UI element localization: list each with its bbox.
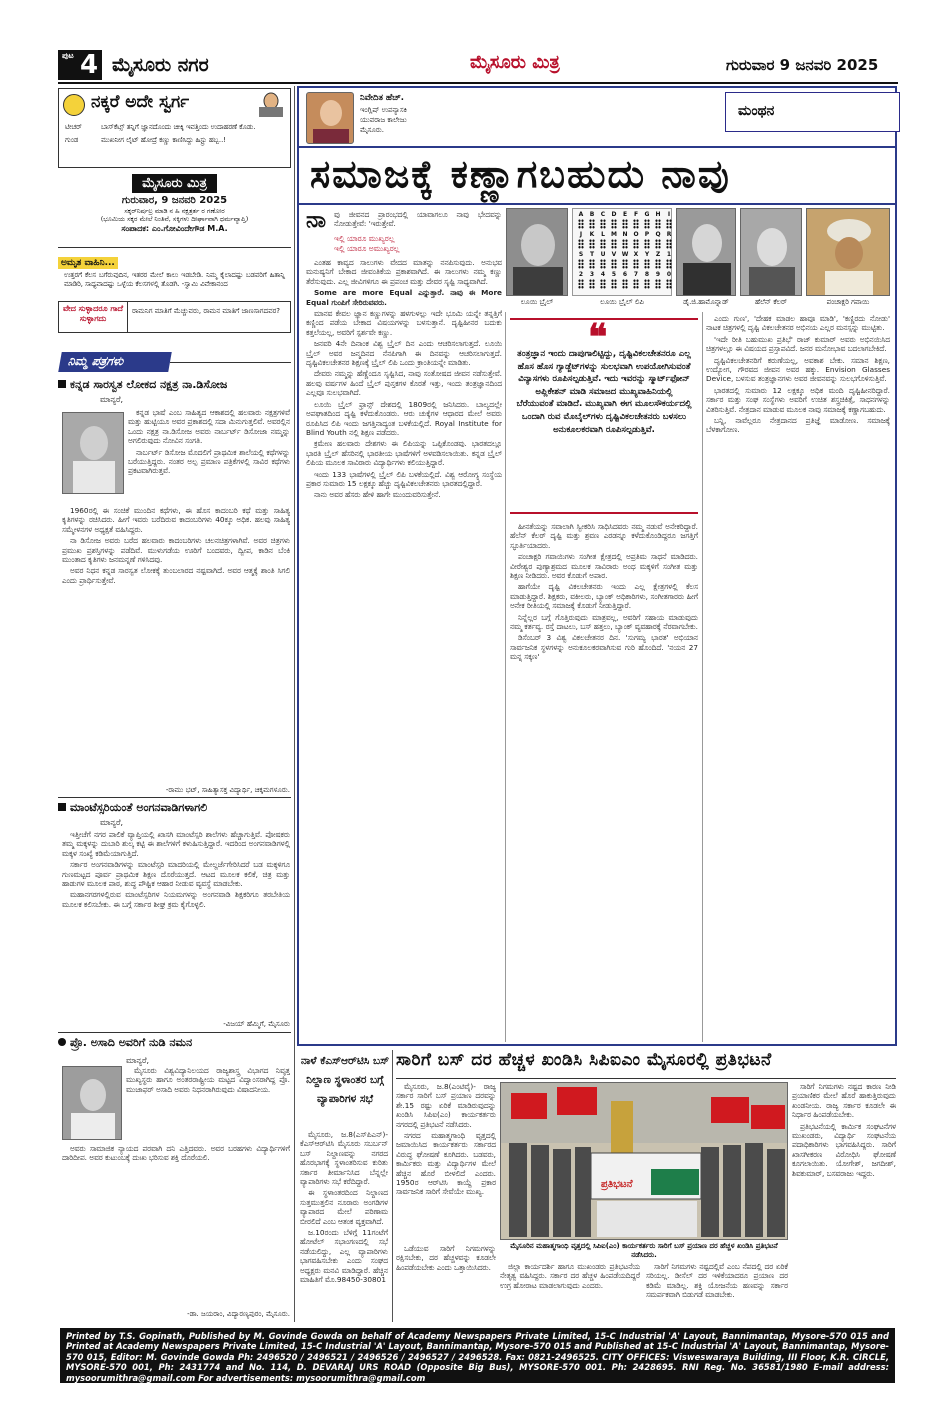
letter-1-para-3: 1960ರಲ್ಲಿ ಈ ಸಂಚಿಕೆ ಮುಂದಿನ ಕಥೆಗಳು, ಈ ಹೊಸ ಕಾದಂಬರಿ ಕಥೆ ಮತ್ತು ಸಾಹಿತ್ಯ ಕೃತಿಗಳನ್ನು ರಚಿಸಿದರು. ಹೀಗೆ ಇವರು ಬರೆದಿರುವ ಕಾದಂಬರಿಗಳು 40ಕ್ಕೂ ಅಧಿಕ. ಹಲವು ಸಾಹಿತ್ಯ ಸಮ್ಮೇಳನಗಳ ಅಧ್ಯಕ್ಷತೆ ವಹಿಸಿದ್ದರು. — [62, 506, 290, 534]
braille-grid — [573, 209, 671, 293]
braille-cell — [609, 271, 619, 291]
author-name: ನಿವೇದಿತ ಹೆಚ್. — [360, 93, 404, 103]
article-col1-para-4: ಜನವರಿ 4ನೇ ದಿನಾಂಕ ವಿಶ್ವ ಬ್ರೈಲ್ ದಿನ ಎಂದು ಆಚರಿಸಲಾಗುತ್ತದೆ. ಲೂಯಿ ಬ್ರೈಲ್ ಅವರ ಜನ್ಮದಿನದ ನೆನಪಿಗಾಗಿ ಈ ದಿನವನ್ನು ಆಚರಿಸಲಾಗುತ್ತದೆ. ದೃಷ್ಟಿವಿಕಲಚೇತನರ ಶಿಕ್ಷಣಕ್ಕೆ ಬ್ರೈಲ್ ಲಿಪಿ ಒಂದು ಕ್ರಾಂತಿಯನ್ನೇ ಮಾಡಿತು. — [306, 339, 502, 368]
letter-3-salute: ಮಾನ್ಯರೆ, — [126, 1056, 150, 1065]
braille-dots-icon — [589, 219, 595, 229]
braille-letter: B — [589, 211, 595, 218]
braille-dots-icon — [600, 279, 606, 289]
issue-date: ಗುರುವಾರ 9 ಜನವರಿ 2025 — [726, 56, 879, 74]
braille-cell — [653, 211, 663, 231]
letter-2-salute: ಮಾನ್ಯರೆ, — [100, 818, 124, 827]
article-col3-para-5: ಬನ್ನಿ, ನಾವೆಲ್ಲರೂ ನೇತ್ರದಾನದ ಪ್ರತಿಜ್ಞೆ ಮಾಡೋಣ. ಸಮಾಜಕ್ಕೆ ಬೆಳಕಾಗೋಣ. — [706, 416, 890, 435]
braille-cell — [620, 251, 630, 271]
braille-chart — [572, 208, 672, 296]
braille-cell — [664, 231, 674, 251]
letter-3-title — [58, 1036, 291, 1050]
braille-letter: 0 — [666, 271, 672, 278]
braille-dots-icon — [633, 279, 639, 289]
article-col2-para-2: ಪಂಚಾಕ್ಷರಿ ಗವಾಯಿಗಳು ಸಂಗೀತ ಕ್ಷೇತ್ರದಲ್ಲಿ ಅಪ್ರತಿಮ ಸಾಧನೆ ಮಾಡಿದರು. ವೀರೇಶ್ವರ ಪುಣ್ಯಾಶ್ರಮದ ಮೂಲಕ ಸಾವಿರಾರು ಅಂಧ ಮಕ್ಕಳಿಗೆ ಸಂಗೀತ ಮತ್ತು ಶಿಕ್ಷಣ ನೀಡಿದರು. ಅವರ ಕೊಡುಗೆ ಅಪಾರ. — [510, 552, 698, 581]
braille-cell — [620, 211, 630, 231]
braille-cell — [642, 231, 652, 251]
braille-cell — [620, 231, 630, 251]
article-col1-para-5: ದೇವರು ನಮ್ಮನ್ನು ಹೆಣ್ಣೆಂದೂ ಸೃಷ್ಟಿಸಿದ, ನಾವು ಸಂತೋಷದ ಜೀವನ ನಡೆಸುತ್ತೇವೆ. ಹಲವು ವರ್ಷಗಳ ಹಿಂದೆ ಬ್ರೈಲ್ ಪುಸ್ತಕಗಳ ಕೊರತೆ ಇತ್ತು, ಇಂದು ತಂತ್ರಜ್ಞಾನದಿಂದ ಎಲ್ಲವೂ ಸುಲಭವಾಗಿದೆ. — [306, 369, 502, 398]
masthead: ಮೈಸೂರು ಮಿತ್ರ — [470, 52, 560, 73]
braille-dots-icon — [644, 279, 650, 289]
author-city: ಮೈಸೂರು. — [360, 126, 385, 134]
speaker-1: ಟೀಚರ್ — [65, 123, 82, 131]
protest-banner-text: ಪ್ರತಿಭಟನೆ — [601, 1179, 633, 1190]
paper-motto: ಸಕ್ಕರ್‌ನಿರ್ಷಲ್ರ ಮಾಡಿ ನ ಹಿ ನಕ್ಷತ್ರರ್ತ ರ ಗಣೋರ — [124, 207, 225, 215]
dropcap: ನಾ — [306, 208, 326, 233]
braille-dots-icon — [589, 239, 595, 249]
protest-photo-caption: ಮೈಸೂರಿನ ಮಹಾತ್ಮಗಾಂಧಿ ವೃತ್ತದಲ್ಲಿ ಸಿಪಿಐ(ಎಂ) ಕಾರ್ಯಕರ್ತರು ಸಾರಿಗೆ ಬಸ್ ಪ್ರಯಾಣ ದರ ಹೆಚ್ಚಳ ಖಂಡಿಸಿ ಪ್ರತಿಭಟನೆ ನಡೆಸಿದರು. — [510, 1242, 778, 1259]
letter-2-title — [58, 801, 291, 815]
letter-3-body — [62, 1144, 290, 1304]
braille-letter: T — [589, 251, 595, 258]
braille-cell — [587, 251, 597, 271]
news-2-body-3 — [792, 1082, 896, 1322]
braille-cell — [576, 251, 586, 271]
braille-dots-icon — [633, 259, 639, 269]
news-2-body-1 — [396, 1082, 496, 1242]
braille-cell — [587, 271, 597, 291]
braille-dots-icon — [622, 239, 628, 249]
letter-3-sign: -ಡಾ. ಜಯರಾಂ, ವಿದ್ಯಾರಣ್ಯಪುರಂ, ಮೈಸೂರು. — [187, 1310, 290, 1318]
braille-cell — [576, 231, 586, 251]
letter-1-title-text: ಕನ್ನಡ ಸಾರಸ್ವತ ಲೋಕದ ನಕ್ಷತ್ರ ನಾ.ಡಿಸೋಜ — [70, 378, 228, 391]
braille-letter: S — [578, 251, 584, 258]
news-2-title: ಸಾರಿಗೆ ಬಸ್ ದರ ಹೆಚ್ಚಳ ಖಂಡಿಸಿ ಸಿಪಿಐಎಂ ಮೈಸೂರಲ್ಲಿ ಪ್ರತಿಭಟನೆ — [396, 1050, 772, 1070]
news-1-para-1: ಮೈಸೂರು, ಜ.8(ಎಸ್‌ಪಿಎನ್)- ಕೆಎಸ್‌ಆರ್‌ಟಿಸಿ ಮೈಸೂರು ಸಬರ್ಬನ್ ಬಸ್ ನಿಲ್ದಾಣವನ್ನು ನಗರದ ಹೊರಭಾಗಕ್ಕೆ ಸ್ಥಳಾಂತರಿಸುವ ಕುರಿತು ಸರ್ಕಾರ ತೀರ್ಮಾನಿಸಿದ ಬೆನ್ನಲ್ಲೇ ವ್ಯಾಪಾರಿಗಳು ಸಭೆ ಕರೆದಿದ್ದಾರೆ. — [300, 1130, 388, 1187]
subhead-1: ಇಲ್ಲಿ ಯಾರೂ ಮುಖ್ಯರಲ್ಲ — [334, 234, 395, 243]
article-col2-para-3: ಹಾಗೆಯೇ ದೃಷ್ಟಿ ವಿಕಲಚೇತನರು ಇಂದು ಎಲ್ಲ ಕ್ಷೇತ್ರಗಳಲ್ಲಿ ಕೆಲಸ ಮಾಡುತ್ತಿದ್ದಾರೆ. ಶಿಕ್ಷಕರು, ವಕೀಲರು, ಬ್ಯಾಂಕ್ ಅಧಿಕಾರಿಗಳು, ಸಂಗೀತಗಾರರು ಹೀಗೆ ಅನೇಕ ರೀತಿಯಲ್ಲಿ ಸಮಾಜಕ್ಕೆ ಕೊಡುಗೆ ನೀಡುತ್ತಿದ್ದಾರೆ. — [510, 582, 698, 611]
braille-letter: L — [601, 231, 605, 238]
braille-cell — [653, 251, 663, 271]
letter-1-para-4: ನಾ ಡಿಸೋಜ ಅವರು ಬರೆದ ಹಲವಾರು ಕಾದಂಬರಿಗಳು ಚಲನಚಿತ್ರಗಳಾಗಿವೆ. ಅವರ ಚಿತ್ರಗಳು ಪ್ರಮುಖ ಪ್ರಶಸ್ತಿಗಳನ್ನು ಪಡೆದಿವೆ. ಮುಳುಗಡೆಯ ಊರಿಗೆ ಬಂದವರು, ದ್ವೀಪ, ಕಾಡಿನ ಬೆಂಕಿ ಮುಂತಾದ ಕೃತಿಗಳು ಜನಮನ್ನಣೆ ಗಳಿಸಿದವು. — [62, 536, 290, 565]
letter-1-para-5: ಅವರ ನಿಧನ ಕನ್ನಡ ಸಾರಸ್ವತ ಲೋಕಕ್ಕೆ ತುಂಬಲಾರದ ನಷ್ಟವಾಗಿದೆ. ಅವರ ಆತ್ಮಕ್ಕೆ ಶಾಂತಿ ಸಿಗಲಿ ಎಂದು ಪ್ರಾರ್ಥಿಸುತ್ತೇವೆ. — [62, 566, 290, 585]
braille-letter: A — [578, 211, 584, 218]
braille-letter: Q — [655, 231, 661, 238]
letter-3-para-1: ಮೈಸೂರು ವಿಶ್ವವಿದ್ಯಾನಿಲಯದ ರಾಜ್ಯಶಾಸ್ತ್ರ ವಿಭಾಗದ ನಿವೃತ್ತ ಮುಖ್ಯಸ್ಥರು ಹಾಗೂ ಅಂತರರಾಷ್ಟ್ರೀಯ ಮಟ್ಟದ ವಿದ್ವಾಂಸರಾಗಿದ್ದ ಪ್ರೊ. ಮುಜಾಫರ್ ಅಸಾದಿ ಅವರು ನಿಧನರಾಗಿರುವುದು ವಿಷಾದನೀಯ. — [126, 1066, 290, 1094]
braille-letter: 7 — [633, 271, 639, 278]
column-label: ಮಂಥನ — [738, 103, 775, 119]
braille-dots-icon — [578, 219, 584, 229]
news-2-para-1: ಮೈಸೂರು, ಜ.8(ಎಂಟಿವೈ)- ರಾಜ್ಯ ಸರ್ಕಾರ ಸಾರಿಗೆ ಬಸ್ ಪ್ರಯಾಣ ದರವನ್ನು ಶೇ.15 ರಷ್ಟು ಏರಿಕೆ ಮಾಡಿರುವುದನ್ನು ಖಂಡಿಸಿ ಸಿಪಿಐ(ಎಂ) ಕಾರ್ಯಕರ್ತರು ನಗರದಲ್ಲಿ ಪ್ರತಿಭಟನೆ ನಡೆಸಿದರು. — [396, 1082, 496, 1129]
braille-letter: I — [667, 211, 671, 218]
braille-letter: R — [666, 231, 672, 238]
article-col2-para-1: ಹೀನತೆಯನ್ನು ಸವಾಲಾಗಿ ಸ್ವೀಕರಿಸಿ ಸಾಧಿಸಿದವರು ನಮ್ಮ ನಡುವೆ ಅನೇಕರಿದ್ದಾರೆ. ಹೆಲೆನ್ ಕೆಲರ್ ದೃಷ್ಟಿ ಮತ್ತು ಶ್ರವಣ ಎರಡನ್ನೂ ಕಳೆದುಕೊಂಡಿದ್ದರೂ ಜಗತ್ತಿಗೆ ಸ್ಫೂರ್ತಿಯಾದರು. — [510, 522, 698, 550]
braille-letter: U — [600, 251, 606, 258]
article-col3-para-3: ದೃಷ್ಟಿವಿಕಲಚೇತನರಿಗೆ ಕರುಣೆಯಲ್ಲ, ಅವಕಾಶ ಬೇಕು. ಸಮಾನ ಶಿಕ್ಷಣ, ಉದ್ಯೋಗ, ಗೌರವದ ಜೀವನ ಅವರ ಹಕ್ಕು. Envision Glasses Device, ಬಳಸುವ ತಂತ್ರಜ್ಞಾನಗಳು ಅವರ ಜೀವನವನ್ನು ಸುಲಭಗೊಳಿಸುತ್ತಿವೆ. — [706, 355, 890, 384]
letter-1-title — [58, 378, 291, 392]
letter-1-body-top — [128, 408, 290, 504]
paper-motto-meaning: (ಭೂಮಿಯ ಸಕ್ಕರ ಮೇಲೆ ನಿಂತಿವೆ, ಸಕ್ಕಿಗಳು ದೀರ್ಘಾವಾಗಿ ಧರ್ಮವ್ಯಾಪ್ತಿ) — [100, 215, 249, 223]
veda-label: ವೇದ ಸುಳ್ಳಾದರೂ ಗಾದೆ ಸುಳ್ಳಾಗದು — [58, 301, 128, 333]
caption-gavai: ಪಂಚಾಕ್ಷರಿ ಗವಾಯಿ — [826, 298, 870, 306]
helen-keller-photo — [740, 208, 802, 296]
braille-dots-icon — [655, 239, 661, 249]
braille-dots-icon — [644, 259, 650, 269]
laughing-face-icon — [63, 94, 85, 116]
news-1-title: ನಾಳೆ ಕೆಎಸ್‌ಆರ್‌ಟಿಸಿ ಬಸ್ ನಿಲ್ದಾಣ ಸ್ಥಳಾಂತರ ಬಗ್ಗೆ ವ್ಯಾಪಾರಿಗಳ ಸಭೆ — [300, 1055, 390, 1105]
braille-cell — [598, 271, 608, 291]
news-2-body-2b — [500, 1262, 640, 1322]
braille-dots-icon — [578, 239, 584, 249]
braille-dots-icon — [644, 219, 650, 229]
article-column-1 — [306, 258, 502, 1040]
braille-letter: N — [622, 231, 628, 238]
braille-letter: O — [633, 231, 639, 238]
braille-cell — [598, 211, 608, 231]
braille-dots-icon — [622, 259, 628, 269]
hammond-photo — [676, 208, 736, 296]
letter-1-author-photo — [62, 412, 124, 494]
letter-2-body — [62, 830, 290, 1010]
letter-3-body-top — [126, 1066, 290, 1144]
paper-date: ಗುರುವಾರ, 9 ಜನವರಿ 2025 — [121, 195, 228, 206]
caption-hammond: ಡೈ.ಜಿ.ಹಾಮೊನ್ನಾಡ್ — [683, 298, 729, 306]
letter-2-para-3: ಮಹಾನಗರಗಳಲ್ಲಿರುವ ಮಾಂಟೆಸ್ಸರಿಗಳ ನಿಯಮಗಳನ್ನು ಅಂಗನವಾಡಿ ಶಿಕ್ಷಕರಿಗೂ ತರಬೇತಿಯ ಮೂಲಕ ಕಲಿಸಬೇಕು. ಈ ಬಗ್ಗೆ ಸರ್ಕಾರ ಶೀಘ್ರ ಕ್ರಮ ಕೈಗೊಳ್ಳಲಿ. — [62, 890, 290, 909]
braille-letter: F — [633, 211, 639, 218]
nakkare-joke — [65, 123, 287, 145]
braille-dots-icon — [611, 259, 617, 269]
braille-letter: K — [589, 231, 595, 238]
braille-cell — [664, 251, 674, 271]
article-col1-para-7: ಕ್ರಮೇಣ ಹಲವಾರು ದೇಶಗಳು ಈ ಲಿಪಿಯನ್ನು ಒಪ್ಪಿಕೊಂಡವು. ಭಾರತದಲ್ಲೂ ಭಾರತಿ ಬ್ರೈಲ್ ಹೆಸರಿನಲ್ಲಿ ಭಾರತೀಯ ಭಾಷೆಗಳಿಗೆ ಅಳವಡಿಸಲಾಯಿತು. ಕನ್ನಡ ಬ್ರೈಲ್ ಲಿಪಿಯ ಮೂಲಕ ಸಾವಿರಾರು ವಿದ್ಯಾರ್ಥಿಗಳು ಕಲಿಯುತ್ತಿದ್ದಾರೆ. — [306, 439, 502, 468]
veda-box — [58, 301, 291, 333]
letters-banner — [58, 352, 291, 374]
article-col1-para-9: ನಾನು ಅವರ ಹೆಸರು ಹೇಳಿ ಹಾಗೇ ಮುಂದುವರಿಸುತ್ತೇನೆ. — [314, 490, 441, 500]
caption-helen-keller: ಹೆಲೆನ್ ಕೆಲರ್ — [754, 298, 788, 306]
panchakshari-gavai-photo — [806, 208, 890, 296]
amrutha-box — [58, 250, 291, 300]
braille-letter: 6 — [622, 271, 628, 278]
article-col3-para-1: ಎಂದು ಗುಣ', 'ದೇಹಕ ಮಾಡಲ ಹಾವೂ ಮಾಡಿ', 'ಕಣ್ಣಿರದು ನೋಡು' ನಾಟಕ ಚಿತ್ರಗಳಲ್ಲಿ ದೃಷ್ಟಿ ವಿಕಲಚೇತನರ ಅಭಿನಯ ಎಲ್ಲರ ಮನಸ್ಸನ್ನು ಮುಟ್ಟಿತು. — [706, 314, 890, 333]
braille-letter: D — [611, 211, 617, 218]
braille-cell — [576, 271, 586, 291]
author-role: ಇಂಗ್ಲಿಷ್ ಉಪನ್ಯಾಸಕಿ — [360, 106, 407, 114]
braille-cell — [598, 251, 608, 271]
pull-quote-text: ತಂತ್ರಜ್ಞಾನ ಇಂದು ದಾಪುಗಾಲಿಟ್ಟಿದ್ದು, ದೃಷ್ಟಿವಿಕಲಚೇತನರೂ ಎಲ್ಲ ಹೊಸ ಹೊಸ ಗ್ಯಾಡ್ಜೆಟ್‌ಗಳನ್ನು ಸುಲಭವಾಗಿ ಉಪಯೋಗಿಸುವಂತೆ ವಿನ್ಯಾಸಗಳು ರೂಪಿಸಲ್ಪಡುತ್ತಿವೆ. ಇದು ಇವರನ್ನು ಸ್ಮಾರ್ಟ್‌ಫೋನ್ ಅಪ್ಲಿಕೇಶನ್ ಮಾಡಿ ಸಮಾಜದ ಮುಖ್ಯವಾಹಿನಿಯಲ್ಲಿ ಬೆರೆಯುವಂತೆ ಮಾಡಿದೆ. ಮುಖ್ಯವಾಗಿ ಈಗ ಮೂಲಸೌಕರ್ಯದಲ್ಲಿ ಒಂದಾಗಿ ರುವ ಮೊಬೈಲ್‌ಗಳು ದೃಷ್ಟಿವಿಕಲಚೇತನರು ಬಳಸಲು ಅನುಕೂಲಕರವಾಗಿ ರೂಪಿಸಲ್ಪಡುತ್ತಿವೆ. — [516, 349, 692, 435]
letter-1-para-2: ನಾರ್ಬರ್ಟ್ ಡಿಸೋಜ ಮೊದಲಿಗೆ ಪ್ರಾಥಮಿಕ ಶಾಲೆಯಲ್ಲಿ ಕಥೆಗಳನ್ನು ಬರೆಯುತ್ತಿದ್ದರು. ನಂತರ ಅಲ್ಪ ಪ್ರಮಾಣ ಪತ್ರಿಕೆಗಳಲ್ಲಿ ಸಾವಿರ ಕಥೆಗಳು ಪ್ರಕಟವಾಗಿರುತ್ತವೆ. — [128, 447, 290, 476]
braille-cell — [598, 231, 608, 251]
amrutha-text: ಉತ್ತರಗೆ ಕೆಲಸ ಬಗೆರುವುದಿನ, ಇತರರ ಮೇಲೆ ಕಾಲು ಇಡಬೇಡಿ. ನಿಮ್ಮ ಕೈಲಾದಷ್ಟು ಬಡವರಿಗೆ ಹಿತಾನ್ನಿ ಮಾಡಿರಿ, ಸಾಧ್ಯವಾದಷ್ಟು ಒಳ್ಳೆಯ ಕೆಲಸಗಳಲ್ಲಿ ತೊಡಗಿ. -ಸ್ವಾಮಿ ವಿವೇಕಾನಂದ — [64, 271, 285, 288]
braille-dots-icon — [611, 279, 617, 289]
braille-dots-icon — [666, 259, 672, 269]
nakkare-title: ನಕ್ಕರೆ ಅದೇ ಸ್ವರ್ಗ — [91, 92, 190, 112]
author-org: ಯುವರಾಜ ಕಾಲೇಜು — [360, 116, 407, 124]
protest-photo — [500, 1082, 788, 1240]
braille-dots-icon — [578, 279, 584, 289]
braille-cell — [642, 251, 652, 271]
imprint-footer: Printed by T.S. Gopinath, Published by M. Govinde Gowda on behalf of Academy Newspapers Private Limited, 15-C Industrial 'A' Layout, Bannimantap, Mysore-570 015 and Printed at Academy Newspapers Private Limited, 15-C Industrial 'A' Layout, Bannimantap, Mysore-570 015 and Published at 15-C Industrial 'A' Layout, Bannimantap, Mysore-570 015, Editor: M. Govinde Gowda Ph: 2496520 / 2496521 / 2496526 / 2496527 / 2496528. Fax: 0821-2496525. CITY OFFICES: Visweswaraya Building, III Floor, K.R. CIRCLE, MYSORE-570 001, Ph: 2431774 and No. 114, D. DEVARAJ URS ROAD (Opposite Big Bus), MYSORE-570 001. Ph: 2428695. RNI Reg. No. 36581/1980 E-mail address: mysoorumithra@gmail.com For advertisements: mysoorumithra@gmail.com — [60, 1328, 895, 1383]
braille-dots-icon — [622, 279, 628, 289]
braille-letter: G — [644, 211, 650, 218]
braille-cell — [631, 231, 641, 251]
braille-dots-icon — [666, 239, 672, 249]
letter-1-sign: -ರಾಮು ಭಟ್, ಸಾಹಿತ್ಯಾಸಕ್ತ ವಿದ್ಯಾರ್ಥಿ, ಚಿಕ್ಕಮಗಳೂರು. — [165, 786, 290, 794]
braille-cell — [642, 211, 652, 231]
braille-letter: X — [633, 251, 639, 258]
braille-dots-icon — [655, 259, 661, 269]
article-col1-para-6: ಲೂಯಿ ಬ್ರೈಲ್ ಫ್ರಾನ್ಸ್ ದೇಶದಲ್ಲಿ 1809ರಲ್ಲಿ ಜನಿಸಿದರು. ಬಾಲ್ಯದಲ್ಲೇ ಅಪಘಾತದಿಂದ ದೃಷ್ಟಿ ಕಳೆದುಕೊಂಡರು. ಆರು ಚುಕ್ಕೆಗಳ ಆಧಾರದ ಮೇಲೆ ಅವರು ರೂಪಿಸಿದ ಲಿಪಿ ಇಂದು ಜಗತ್ತಿನಾದ್ಯಂತ ಬಳಕೆಯಲ್ಲಿದೆ. Royal Institute for Blind Youth ನಲ್ಲಿ ಶಿಕ್ಷಣ ಪಡೆದರು. — [306, 399, 502, 437]
braille-letter: M — [611, 231, 617, 238]
news-2-para-7: ಪ್ರತಿಭಟನೆಯಲ್ಲಿ ಕಾರ್ಮಿಕ ಸಂಘಟನೆಗಳ ಮುಖಂಡರು, ವಿದ್ಯಾರ್ಥಿ ಸಂಘಟನೆಯ ಪದಾಧಿಕಾರಿಗಳು ಭಾಗವಹಿಸಿದ್ದರು. ಸಾರಿಗೆ ಖಾಸಗೀಕರಣ ವಿರೋಧಿಸಿ ಘೋಷಣೆ ಕೂಗಲಾಯಿತು. ಯೋಗೇಶ್, ಜಗದೀಶ್, ಶಿವಕುಮಾರ್, ಬಸವರಾಜು ಇದ್ದರು. — [792, 1121, 896, 1178]
braille-dots-icon — [600, 219, 606, 229]
page-number-badge — [58, 50, 102, 80]
braille-letter: E — [622, 211, 628, 218]
article-column-3 — [706, 314, 890, 1040]
letter-1-body — [62, 506, 290, 784]
braille-cell — [664, 271, 674, 291]
braille-letter: P — [644, 231, 650, 238]
braille-letter: C — [600, 211, 606, 218]
article-col1-para-3: ಮಾನವ ಕೇವಲ ಜ್ಞಾನ ಕಣ್ಣುಗಳನ್ನು ಹಳಗುಳಲ್ಲು ಇದೇ ಭೂಮಿ ಯನ್ನೇ ತನ್ನತ್ತಿಗೆ ಕಣ್ಣಿಂದ ಪಡೆಯ ಬೇಕಾದ ವಿಷಯಗಳನ್ನು ಬಳಸುತ್ತಾನೆ. ದೃಷ್ಟಿಹೀನರ ಬದುಕು ಕತ್ತಲೆಯಲ್ಲ, ಅವರಿಗೆ ಸ್ಪರ್ಶವೇ ಕಣ್ಣು. — [306, 309, 502, 337]
braille-letter: 3 — [589, 271, 595, 278]
braille-letter: 9 — [655, 271, 661, 278]
paper-name: ಮೈಸೂರು ಮಿತ್ರ — [132, 174, 217, 193]
caption-braille: ಲೂಯಿ ಬ್ರೈಲ್ — [520, 298, 554, 306]
braille-cell — [631, 271, 641, 291]
article-col3-para-2: 'ಇದೇ ರೀತಿ ಬಹುಮುಖ ಪ್ರತಿಭೆ' ರಾಜ್ ಕುಮಾರ್ ಅವರು ಅಭಿನಯಿಸಿದ ಚಿತ್ರಗಳಲ್ಲೂ ಈ ವಿಷಯದ ಪ್ರಸ್ತಾಪವಿದೆ. ಜನರ ಮನೋಭಾವ ಬದಲಾಗಬೇಕಿದೆ. — [706, 334, 890, 354]
amrutha-title: ಅಮೃತ ವಾಹಿನಿ... — [58, 257, 118, 269]
braille-cell — [653, 271, 663, 291]
news-1-body — [300, 1130, 388, 1322]
news-1-para-2: ಈ ಸ್ಥಳಾಂತರದಿಂದ ನಿಲ್ದಾಣದ ಸುತ್ತಮುತ್ತಲಿನ ನೂರಾರು ಅಂಗಡಿಗಳ ವ್ಯಾಪಾರದ ಮೇಲೆ ಪರಿಣಾಮ ಬೀರಲಿದೆ ಎಂಬ ಆತಂಕ ವ್ಯಕ್ತವಾಗಿದೆ. — [300, 1188, 388, 1226]
article-col1-para-2: Some are more Equal ಎನ್ನುತ್ತಾರೆ. ನಾವು ಈ More Equal ಗುಂಪಿಗೆ ಸೇರಿರುವವರು. — [306, 288, 502, 307]
louis-braille-photo — [506, 208, 568, 296]
letter-3-para-2: ಅವರು ಸಾಮಾಜಿಕ ನ್ಯಾಯದ ಪರವಾಗಿ ದನಿ ಎತ್ತಿದವರು. ಅವರ ಬರಹಗಳು ವಿದ್ಯಾರ್ಥಿಗಳಿಗೆ ದಾರಿದೀಪ. ಅವರ ಕುಟುಂಬಕ್ಕೆ ದುಃಖ ಭರಿಸುವ ಶಕ್ತಿ ದೊರೆಯಲಿ. — [62, 1144, 290, 1163]
news-2-para-2: ನಗರದ ಮಹಾತ್ಮಗಾಂಧಿ ವೃತ್ತದಲ್ಲಿ ಜಮಾಯಿಸಿದ ಕಾರ್ಯಕರ್ತರು ಸರ್ಕಾರದ ವಿರುದ್ಧ ಘೋಷಣೆ ಕೂಗಿದರು. ಬಡವರು, ಕಾರ್ಮಿಕರು ಮತ್ತು ವಿದ್ಯಾರ್ಥಿಗಳ ಮೇಲೆ ಹೆಚ್ಚಿನ ಹೊರೆ ಬೀಳಲಿದೆ ಎಂದರು. 1950ರ ಆರ್‌ಟಿಸಿ ಕಾಯ್ದೆ ಪ್ರಕಾರ ಸಾರ್ವಜನಿಕ ಸಾರಿಗೆ ಸೇವೆಯೇ ಮುಖ್ಯ. — [396, 1131, 496, 1197]
braille-dots-icon — [600, 259, 606, 269]
braille-dots-icon — [622, 219, 628, 229]
braille-letter: Y — [644, 251, 650, 258]
author-photo — [306, 92, 354, 144]
news-2-para-5: ಜಿಲ್ಲಾ ಕಾರ್ಯದರ್ಶಿ ಹಾಗೂ ಮುಖಂಡರು ಪ್ರತಿಭಟನೆಯ ನೇತೃತ್ವ ವಹಿಸಿದ್ದರು. ಸರ್ಕಾರ ದರ ಹೆಚ್ಚಳ ಹಿಂಪಡೆಯದಿದ್ದರೆ ಉಗ್ರ ಹೋರಾಟ ಮಾಡಲಾಗುವುದು ಎಂದರು. — [500, 1262, 640, 1290]
braille-dots-icon — [589, 259, 595, 269]
braille-letter: 8 — [644, 271, 650, 278]
veda-text: ರಾಮನಿಗ ಮಾತಿಗೆ ಮೆಚ್ಚುವರು, ರಾಮನ ಮಾತಿಗೆ ಜಾಣಸಾಗದವರ? — [128, 301, 291, 333]
letter-3-author-photo — [62, 1066, 122, 1140]
cartoon-icon — [255, 91, 287, 119]
letter-2-sign: -ವಿಜಯ್ ಹೆಮ್ಮಿಗೆ, ಮೈಸೂರು — [223, 1020, 290, 1028]
braille-dots-icon — [589, 279, 595, 289]
braille-letter: V — [611, 251, 617, 258]
braille-cell — [664, 211, 674, 231]
page-number: 4 — [80, 50, 99, 80]
braille-letter: J — [579, 231, 583, 238]
braille-dots-icon — [655, 279, 661, 289]
braille-cell — [576, 211, 586, 231]
section-name: ಮೈಸೂರು ನಗರ — [112, 54, 209, 76]
braille-dots-icon — [600, 239, 606, 249]
article-intro: ವು ಜೀವನದ ಪ್ರಾರಂಭದಲ್ಲಿ ಯಾವಾಗಲೂ ನಾವು ಭೇದವನ್ನು ನೋಡುತ್ತೇವೆ: 'ಇರುತ್ತೇವೆ. — [334, 210, 502, 229]
braille-dots-icon — [666, 219, 672, 229]
braille-letter: H — [655, 211, 661, 218]
braille-letter: 5 — [611, 271, 617, 278]
braille-cell — [653, 231, 663, 251]
braille-letter: 1 — [666, 251, 672, 258]
news-2-body-1b — [396, 1244, 496, 1322]
news-2-para-4: ಸಾರಿಗೆ ನಿಗಮಗಳು ನಷ್ಟದಲ್ಲಿವೆ ಎಂಬ ನೆಪದಲ್ಲಿ ದರ ಏರಿಕೆ ಸರಿಯಲ್ಲ. ಡೀಸೆಲ್ ದರ ಇಳಿಕೆಯಾದರೂ ಪ್ರಯಾಣ ದರ ಕಡಿಮೆ ಮಾಡಿಲ್ಲ. ಶಕ್ತಿ ಯೋಜನೆಯ ಹಣವನ್ನು ಸರ್ಕಾರ ಸಮರ್ಪಕವಾಗಿ ಬಿಡುಗಡೆ ಮಾಡಬೇಕು. — [646, 1262, 788, 1300]
column-label-box — [725, 92, 900, 132]
braille-dots-icon — [666, 279, 672, 289]
letter-3-title-text: ಪ್ರೊ. ಅಸಾದಿ ಅವರಿಗೆ ನುಡಿ ನಮನ — [70, 1036, 193, 1049]
letters-banner-label: ನಿಮ್ಮ ಪತ್ರಗಳು — [58, 352, 172, 372]
news-2-body-2 — [646, 1262, 788, 1322]
article-column-2 — [510, 522, 698, 1040]
paper-info-box — [58, 172, 291, 244]
braille-dots-icon — [633, 239, 639, 249]
speaker-2: ಗುಂಡ — [65, 136, 79, 144]
subhead-2: ಇಲ್ಲಿ ಯಾರೂ ಅಮುಖ್ಯರಲ್ಲ — [334, 244, 400, 253]
news-2-para-3: ಒಡೆಯುವ ಸಾರಿಗೆ ನಿಗಮಗಳನ್ನು ರಕ್ಷಿಸಬೇಕು, ದರ ಹೆಚ್ಚಳವನ್ನು ಕೂಡಲೇ ಹಿಂಪಡೆಯಬೇಕು ಎಂದು ಒತ್ತಾಯಿಸಿದರು. — [396, 1244, 496, 1272]
braille-cell — [609, 211, 619, 231]
letter-2-title-text: ಮಾಂಟೆಸ್ಸರಿಯಂತೆ ಅಂಗನವಾಡಿಗಳಾಗಲಿ — [70, 801, 208, 814]
braille-dots-icon — [644, 239, 650, 249]
braille-cell — [642, 271, 652, 291]
letter-2-para-2: ಸರ್ಕಾರ ಅಂಗನವಾಡಿಗಳನ್ನು ಮಾಂಟೆಸ್ಸರಿ ಮಾದರಿಯಲ್ಲಿ ಮೇಲ್ದರ್ಜೆಗೇರಿಸಿದರೆ ಬಡ ಮಕ್ಕಳಿಗೂ ಗುಣಮಟ್ಟದ ಪೂರ್ವ ಪ್ರಾಥಮಿಕ ಶಿಕ್ಷಣ ದೊರೆಯುತ್ತದೆ. ಆಟದ ಮೂಲಕ ಕಲಿಕೆ, ಚಿತ್ರ ಮತ್ತು ಹಾಡುಗಳ ಮೂಲಕ ಪಾಠ, ಶುದ್ಧ ಪೌಷ್ಟಿಕ ಆಹಾರ ನೀಡುವ ವ್ಯವಸ್ಥೆ ಮಾಡಬೇಕು. — [62, 860, 290, 889]
article-col3-para-4: ಭಾರತದಲ್ಲಿ ಸುಮಾರು 12 ಲಕ್ಷಕ್ಕೂ ಅಧಿಕ ಮಂದಿ ದೃಷ್ಟಿಹೀನರಿದ್ದಾರೆ. ಸರ್ಕಾರ ಮತ್ತು ಸಂಘ ಸಂಸ್ಥೆಗಳು ಅವರಿಗೆ ಉಚಿತ ಶಸ್ತ್ರಚಿಕಿತ್ಸೆ, ಸಾಧನಗಳನ್ನು ವಿತರಿಸುತ್ತಿವೆ. ನೇತ್ರದಾನ ಮಾಡುವ ಮೂಲಕ ನಾವು ಸಮಾಜಕ್ಕೆ ಕಣ್ಣಾಗಬಹುದು. — [706, 385, 890, 414]
braille-letter: 4 — [600, 271, 606, 278]
letter-2-para-1: ಇತ್ತೀಚೆಗೆ ನಗರ ಪಾಲಿಕೆ ವ್ಯಾಪ್ತಿಯಲ್ಲಿ ಖಾಸಗಿ ಮಾಂಟೆಸ್ಸರಿ ಶಾಲೆಗಳು ಹೆಚ್ಚಾಗುತ್ತಿವೆ. ಪೋಷಕರು ತಮ್ಮ ಮಕ್ಕಳನ್ನು ದುಬಾರಿ ಶುಲ್ಕ ಕಟ್ಟಿ ಈ ಶಾಲೆಗಳಿಗೆ ಕಳುಹಿಸುತ್ತಿದ್ದಾರೆ. ಇದರಿಂದ ಅಂಗನವಾಡಿಗಳಲ್ಲಿ ಮಕ್ಕಳ ಸಂಖ್ಯೆ ಕಡಿಮೆಯಾಗುತ್ತಿದೆ. — [62, 830, 290, 858]
news-1-para-3: ಜ.10ರಂದು ಬೆಳಿಗ್ಗೆ 11ಗಂಟೆಗೆ ಹೋಟೆಲ್ ಸಭಾಂಗಣದಲ್ಲಿ ಸಭೆ ನಡೆಯಲಿದ್ದು, ಎಲ್ಲ ವ್ಯಾಪಾರಿಗಳು ಭಾಗವಹಿಸಬೇಕು ಎಂದು ಸಂಘದ ಅಧ್ಯಕ್ಷರು ಮನವಿ ಮಾಡಿದ್ದಾರೆ. ಹೆಚ್ಚಿನ ಮಾಹಿತಿಗೆ ಮೊ.98450-30801 — [300, 1228, 388, 1285]
paper-editor: ಸಂಪಾದಕ: ಎಂ.ಗೋವಿಂದೇಗೌಡ M.A. — [121, 224, 228, 233]
article-col1-para-1: ಎಂತಹ ಕಾವ್ಯದ ಸಾಲುಗಳು ವೇದದ ಮಾತನ್ನು ನನಪಿಸುವುದು. ಅನುಭವ ಮನುಷ್ಯನಿಗೆ ಬೇಕಾದ ಜೀವಂತಿಕೆಯ ಪ್ರಕಾಶವಾಗಿದೆ. ಈ ಸಾಲುಗಳು ನಮ್ಮ ಕಣ್ಣು ತೆರೆಸುವುದು. ಎಲ್ಲ ಜೀವಿಗಳಿಗೂ ಈ ಪ್ರಪಂಚ ಮತ್ತು ದೇವರ ಸೃಷ್ಟಿ ಸಾಧ್ಯವಾಗಿದೆ. — [306, 258, 502, 286]
nakkare-box — [58, 88, 291, 168]
article-col2-para-4: ನಿನ್ನೆಲ್ಲರ ಬಗ್ಗೆ ಗೊತ್ತಿರುವುದು ಮಾತ್ರವಲ್ಲ, ಅವರಿಗೆ ಸಹಾಯ ಮಾಡುವುದು ನಮ್ಮ ಕರ್ತವ್ಯ. ರಸ್ತೆ ದಾಟಲು, ಬಸ್ ಹತ್ತಲು, ಬ್ಯಾಂಕ್ ವ್ಯವಹಾರಕ್ಕೆ ನೆರವಾಗಬೇಕು. — [510, 612, 698, 632]
article-col1-para-8: ಇಂದು 133 ಭಾಷೆಗಳಲ್ಲಿ ಬ್ರೈಲ್ ಲಿಪಿ ಬಳಕೆಯಲ್ಲಿದೆ. ವಿಶ್ವ ಆರೋಗ್ಯ ಸಂಸ್ಥೆಯ ಪ್ರಕಾರ ಸುಮಾರು 15 ಲಕ್ಷಕ್ಕೂ ಹೆಚ್ಚು ದೃಷ್ಟಿವಿಕಲಚೇತನರು ಭಾರತದಲ್ಲಿದ್ದಾರೆ. — [306, 469, 502, 488]
caption-braille-script: ಲೂಯಿ ಬ್ರೈಲ್ ಲಿಪಿ — [600, 298, 644, 306]
braille-dots-icon — [578, 259, 584, 269]
quote-mark-icon: ❝ — [588, 316, 608, 358]
braille-cell — [587, 211, 597, 231]
article-title: ಸಮಾಜಕ್ಕೆ ಕಣ್ಣಾಗಬಹುದು ನಾವು — [310, 152, 731, 196]
braille-cell — [620, 271, 630, 291]
braille-dots-icon — [611, 219, 617, 229]
joke-line-1: ಬಾಸ್‌ಕೆಟ್ಸ್‌ ತನ್ನಿಗೆ ಜ್ಞಾನದೊಂದು ಚೀಕ್ಕಿ ಇವತ್ತಿಂದು ಉದಾಹರಣೆ ಕೊಡು. — [101, 123, 256, 131]
braille-letter: W — [621, 251, 629, 258]
page-label: ಪುಟ — [62, 51, 74, 60]
braille-cell — [631, 211, 641, 231]
braille-cell — [631, 251, 641, 271]
braille-cell — [609, 251, 619, 271]
braille-dots-icon — [633, 219, 639, 229]
joke-line-2: ಮುಖನೀಗ ಲೈಟ್ ಹೋದ್ರೆ ಕಣ್ಣು ಕಾಣಿಸಿದ್ದು ಹಿಸ್ಟ್ರು ಹಬ್ಬ..! — [101, 136, 226, 144]
braille-cell — [587, 231, 597, 251]
article-col2-para-5: ಡಿಸೆಂಬರ್ 3 ವಿಶ್ವ ವಿಕಲಚೇತನರ ದಿನ. 'ಸುಗಮ್ಯ ಭಾರತ' ಅಭಿಯಾನ ಸಾರ್ವಜನಿಕ ಸ್ಥಳಗಳನ್ನು ಅನುಕೂಲಕರವಾಗಿಸುವ ಗುರಿ ಹೊಂದಿದೆ. 'ನಯನ 27 ಮನ್ನ ಸಕ್ಕಣ' — [510, 633, 698, 662]
news-2-para-6: ಸಾರಿಗೆ ನಿಗಮಗಳು ನಷ್ಟದ ಕಾರಣ ನೀಡಿ ಪ್ರಯಾಣಿಕರ ಮೇಲೆ ಹೊರೆ ಹಾಕುತ್ತಿರುವುದು ಖಂಡನೀಯ. ರಾಜ್ಯ ಸರ್ಕಾರ ಕೂಡಲೇ ಈ ನಿರ್ಧಾರ ಹಿಂಪಡೆಯಬೇಕು. — [792, 1082, 896, 1120]
braille-dots-icon — [655, 219, 661, 229]
letter-1-salute: ಮಾನ್ಯರೆ, — [100, 395, 124, 404]
braille-dots-icon — [611, 239, 617, 249]
braille-letter: 2 — [578, 271, 584, 278]
braille-cell — [609, 231, 619, 251]
letter-1-para-1: ಕನ್ನಡ ಭಾಷೆ ಎಂಬ ಸಾಹಿತ್ಯದ ಆಕಾಶದಲ್ಲಿ ಹಲವಾರು ನಕ್ಷತ್ರಗಳಿವೆ ಮತ್ತು ಹುಟ್ಟಿಯೂ ಅವರ ಪ್ರಕಾಶದಲ್ಲಿ ಸದಾ ಮಿನುಗುತ್ತಲಿವೆ. ಅವರಲ್ಲಿನ ಒಂದು ನಕ್ಷತ್ರ ನಾ.ಡಿಸೋಜ ಅವರು ನಾರ್ಬರ್ಟ್ ಡಿಸೋಜಾ ನಮ್ಮನ್ನು ಅಗಲಿರುವುದು ನೋವಿನ ಸಂಗತಿ. — [128, 408, 290, 446]
braille-letter: Z — [655, 251, 661, 258]
pull-quote — [510, 318, 698, 514]
